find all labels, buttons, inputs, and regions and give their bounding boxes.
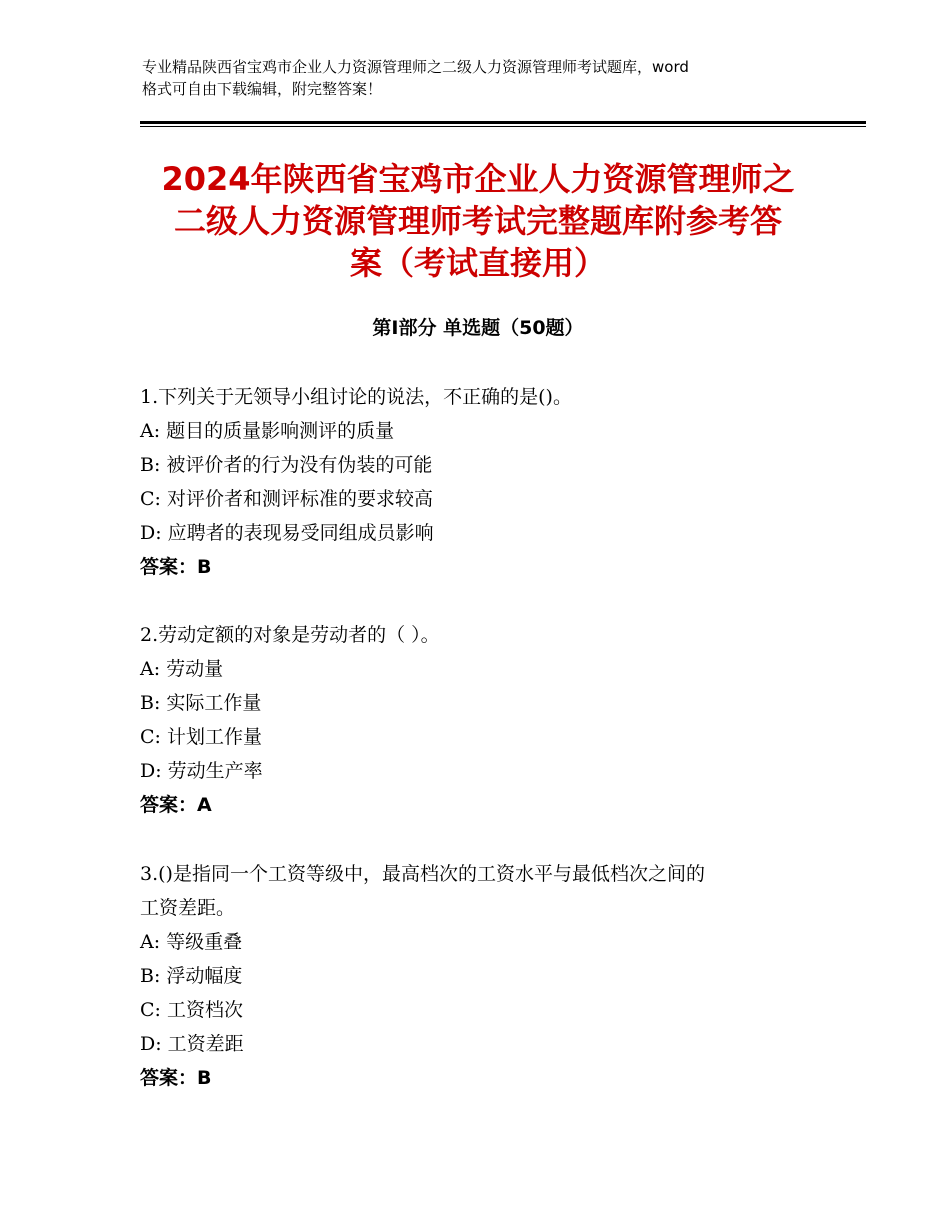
option-a: A: 劳动量 (140, 658, 224, 680)
option-b: B: 浮动幅度 (140, 965, 243, 987)
option-d: D: 工资差距 (140, 1033, 244, 1055)
question-2 (140, 618, 820, 822)
option-b: B: 被评价者的行为没有伪装的可能 (140, 454, 433, 476)
section-title: 第Ⅰ部分 单选题（50题） (372, 317, 584, 339)
option-d: D: 劳动生产率 (140, 760, 263, 782)
option-c: C: 工资档次 (140, 999, 243, 1021)
option-c: C: 计划工作量 (140, 726, 262, 748)
question-1 (140, 380, 820, 584)
option-a: A: 等级重叠 (140, 931, 243, 953)
answer: 答案：A (140, 794, 212, 816)
option-a: A: 题目的质量影响测评的质量 (140, 420, 395, 442)
question-3 (140, 857, 820, 1095)
header-note-line-1: 专业精品陕西省宝鸡市企业人力资源管理师之二级人力资源管理师考试题库，word (142, 58, 689, 76)
question-stem: 2.劳动定额的对象是劳动者的（ ）。 (140, 624, 440, 646)
document-title-line-2: 二级人力资源管理师考试完整题库附参考答 (173, 202, 782, 240)
answer: 答案：B (140, 556, 212, 578)
question-stem-line-1: 3.()是指同一个工资等级中，最高档次的工资水平与最低档次之间的 (140, 863, 705, 885)
answer: 答案：B (140, 1067, 212, 1089)
option-b: B: 实际工作量 (140, 692, 262, 714)
document-title-line-3: 案（考试直接用） (349, 244, 606, 282)
document-title (140, 158, 816, 284)
header-note-line-2: 格式可自由下载编辑，附完整答案！ (142, 80, 383, 98)
header-note (142, 56, 822, 100)
header-divider-thick (140, 121, 866, 124)
document-title-line-1: 2024年陕西省宝鸡市企业人力资源管理师之 (161, 160, 795, 198)
header-divider-thin (140, 126, 866, 127)
question-stem: 1.下列关于无领导小组讨论的说法，不正确的是()。 (140, 386, 572, 408)
question-stem-line-2: 工资差距。 (140, 897, 236, 919)
option-d: D: 应聘者的表现易受同组成员影响 (140, 522, 434, 544)
option-c: C: 对评价者和测评标准的要求较高 (140, 488, 433, 510)
